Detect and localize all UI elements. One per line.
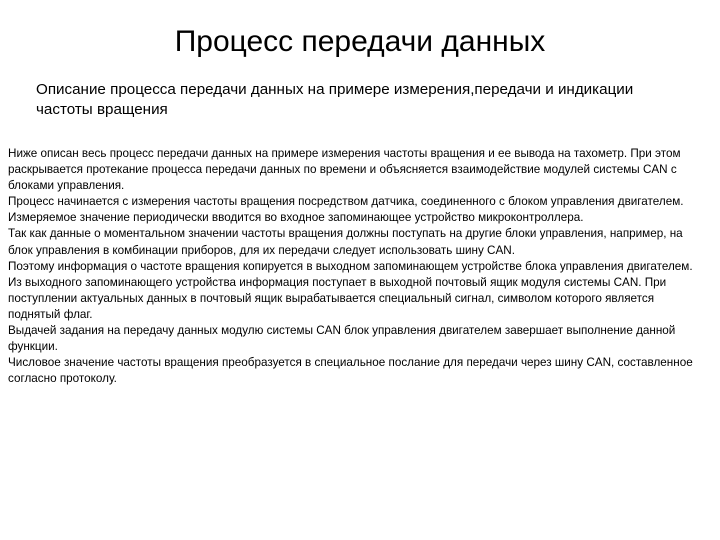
paragraph: Так как данные о моментальном значении частоты вращения должны поступать на другие блоки управления, например, на блок управления в комбинации приборов, для их передачи следует использовать шину CAN. <box>8 227 683 257</box>
page-title: Процесс передачи данных <box>174 25 546 58</box>
paragraph: Выдачей задания на передачу данных модулю системы CAN блок управления двигателем завершает выполнение данной функции. <box>8 324 676 354</box>
paragraph: Поэтому информация о частоте вращения копируется в выходном запоминающем устройстве блока управления двигателем. <box>8 259 693 273</box>
paragraph: Из выходного запоминающего устройства информация поступает в выходной почтовый ящик модуля системы CAN. При поступлении актуальных данных в почтовый ящик вырабатывается специальный сигнал, символом которого является поднятый флаг. <box>8 275 667 321</box>
paragraph: Ниже описан весь процесс передачи данных на примере измерения частоты вращения и ее вывода на тахометр. При этом раскрывается протекание процесса передачи данных по времени и объясняется взаимодействие модулей системы CAN с блоками управления. <box>8 147 681 193</box>
body-text <box>8 146 708 387</box>
paragraph: Процесс начинается с измерения частоты вращения посредством датчика, соединенного с блоком управления двигателем. <box>8 195 684 209</box>
paragraph: Числовое значение частоты вращения преобразуется в специальное послание для передачи через шину CAN, составленное согласно протоколу. <box>8 356 693 386</box>
subtitle: Описание процесса передачи данных на примере измерения,передачи и индикации частоты вращения <box>36 81 634 118</box>
paragraph: Измеряемое значение периодически вводится во входное запоминающее устройство микроконтроллера. <box>8 211 584 225</box>
